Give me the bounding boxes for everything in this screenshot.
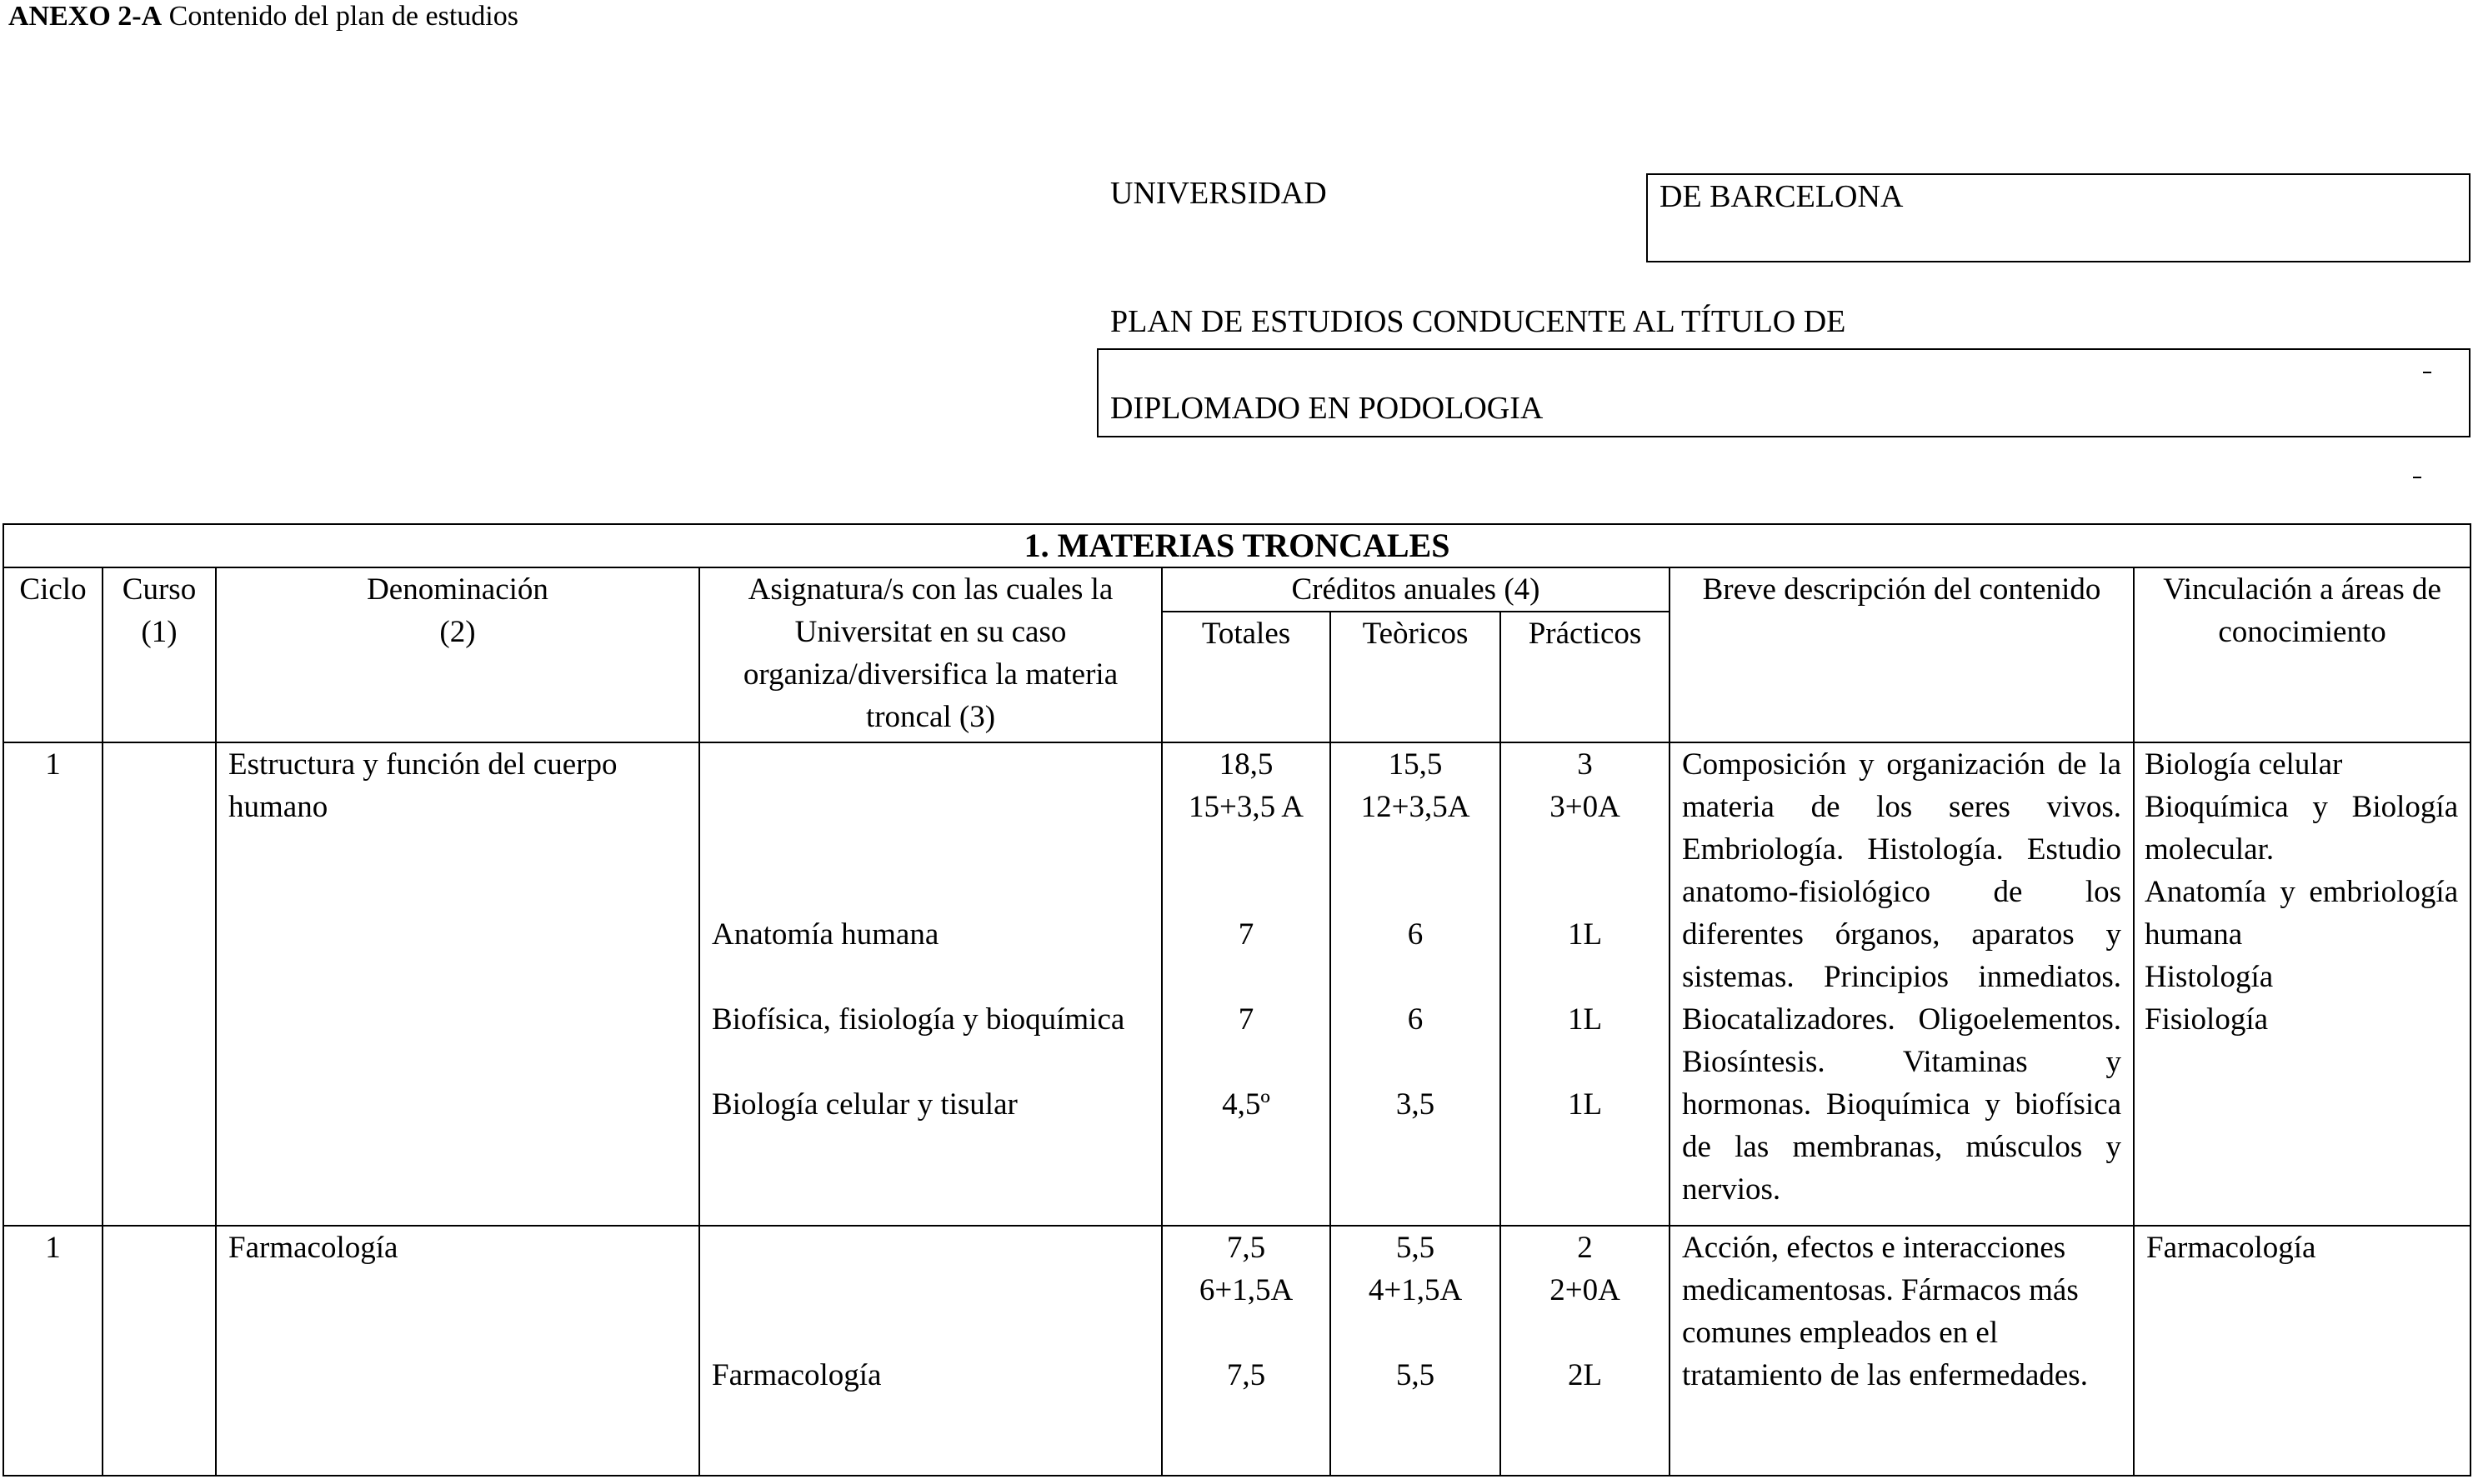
header-vinculacion: Vinculación a áreas de conocimiento bbox=[2134, 567, 2470, 742]
table-row bbox=[3, 742, 2470, 1226]
table-row bbox=[3, 1226, 2470, 1476]
header-ciclo: Ciclo bbox=[3, 567, 103, 742]
dash-mark bbox=[2413, 477, 2421, 478]
cell-descripcion: Acción, efectos e interacciones medicamentosas. Fármacos más comunes empleados en el tratamiento de las enfermedades. bbox=[1670, 1226, 2134, 1476]
header-denominacion: Denominación (2) bbox=[216, 567, 699, 742]
cell-vinculacion: Farmacología bbox=[2134, 1226, 2470, 1476]
cell-denominacion: Estructura y función del cuerpo humano bbox=[216, 742, 699, 1226]
subject-name: Farmacología bbox=[712, 1358, 882, 1392]
cell-descripcion: Composición y organización de la materia de los seres vivos. Embriología. Histología. Estudio anatomo-fisiológico de los diferentes órganos, aparatos y sistemas. Principios inmediatos. Biocatalizadores. Oligoelementos. Biosíntesis. Vitaminas y hormonas. Bioquímica y biofísica de las membranas, músculos y nervios. bbox=[1670, 742, 2134, 1226]
cell-practicos: 2 2+0A 2L bbox=[1500, 1226, 1670, 1476]
cell-curso bbox=[103, 742, 216, 1226]
cell-teoricos: 5,5 4+1,5A 5,5 bbox=[1330, 1226, 1500, 1476]
cell-totales: 7,5 6+1,5A 7,5 bbox=[1162, 1226, 1330, 1476]
troncales-table bbox=[3, 523, 2471, 1477]
annex-heading bbox=[8, 0, 518, 33]
header-creditos: Créditos anuales (4) bbox=[1162, 567, 1670, 612]
subject-name: Biología celular y tisular bbox=[712, 1087, 1018, 1122]
university-box bbox=[1646, 173, 2470, 262]
header-practicos: Prácticos bbox=[1500, 612, 1670, 742]
header-asignatura: Asignatura/s con las cuales la Universitat en su caso organiza/diversifica la materia troncal (3) bbox=[699, 567, 1162, 742]
header-curso: Curso (1) bbox=[103, 567, 216, 742]
cell-asignaturas bbox=[699, 1226, 1162, 1476]
table-title-row bbox=[3, 524, 2470, 567]
annex-number: ANEXO 2-A bbox=[8, 1, 163, 32]
subject-name: Biofísica, fisiología y bioquímica bbox=[712, 1002, 1125, 1037]
header-totales: Totales bbox=[1162, 612, 1330, 742]
cell-teoricos: 15,5 12+3,5A 6 6 3,5 bbox=[1330, 742, 1500, 1226]
cell-totales: 18,5 15+3,5 A 7 7 4,5º bbox=[1162, 742, 1330, 1226]
plan-box bbox=[1097, 348, 2470, 437]
university-value: DE BARCELONA bbox=[1660, 179, 1904, 214]
cell-denominacion: Farmacología bbox=[216, 1226, 699, 1476]
header-teoricos: Teòricos bbox=[1330, 612, 1500, 742]
cell-ciclo: 1 bbox=[3, 1226, 103, 1476]
cell-ciclo: 1 bbox=[3, 742, 103, 1226]
header-row bbox=[3, 567, 2470, 612]
dash-mark bbox=[2423, 372, 2431, 373]
annex-description: Contenido del plan de estudios bbox=[162, 1, 518, 32]
table-title: 1. MATERIAS TRONCALES bbox=[3, 524, 2470, 567]
subject-name: Anatomía humana bbox=[712, 917, 939, 952]
cell-practicos: 3 3+0A 1L 1L 1L bbox=[1500, 742, 1670, 1226]
plan-label: PLAN DE ESTUDIOS CONDUCENTE AL TÍTULO DE bbox=[1110, 304, 1846, 339]
plan-value: DIPLOMADO EN PODOLOGIA bbox=[1110, 391, 1544, 426]
header-descripcion: Breve descripción del contenido bbox=[1670, 567, 2134, 742]
cell-curso bbox=[103, 1226, 216, 1476]
cell-vinculacion: Biología celular Bioquímica y Biología molecular. Anatomía y embriología humana Histología Fisiología bbox=[2134, 742, 2470, 1226]
cell-asignaturas bbox=[699, 742, 1162, 1226]
university-label: UNIVERSIDAD bbox=[1110, 176, 1327, 211]
